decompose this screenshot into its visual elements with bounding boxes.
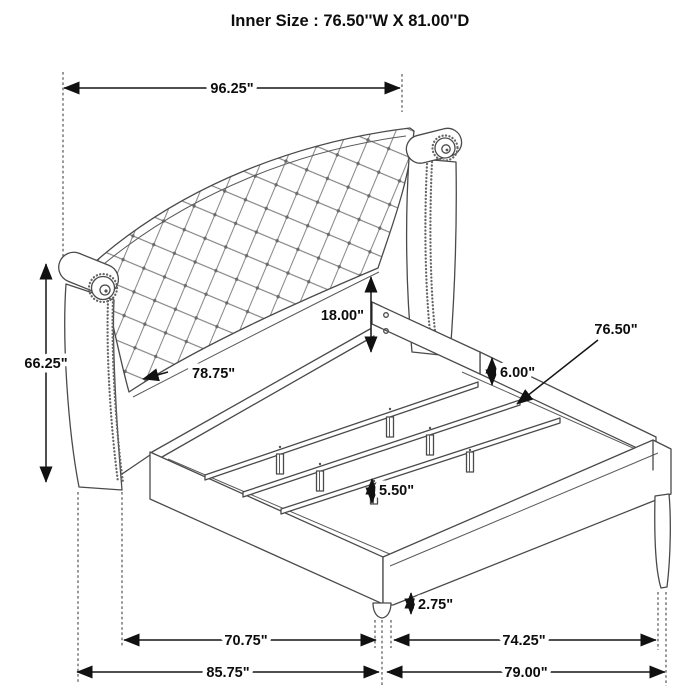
left-side-rail bbox=[150, 452, 383, 604]
dim-slat-length: 76.50" bbox=[594, 322, 638, 338]
front-corner-foot bbox=[373, 603, 391, 618]
dim-slat-leg-height: 5.50" bbox=[379, 483, 415, 499]
dim-overall-foot-width: 79.00" bbox=[504, 665, 548, 681]
page-title: Inner Size : 76.50''W X 81.00''D bbox=[230, 12, 470, 30]
headboard bbox=[40, 100, 465, 490]
dim-frame-foot-width: 74.25" bbox=[502, 633, 546, 649]
dim-overall-width: 96.25" bbox=[210, 81, 254, 97]
right-corner-foot bbox=[655, 494, 671, 588]
dim-frame-inner-length: 70.75" bbox=[224, 633, 268, 649]
right-scroll-icon bbox=[435, 138, 455, 158]
dim-headboard-panel: 78.75" bbox=[192, 366, 236, 382]
dim-foot-leg-height: 2.75" bbox=[418, 597, 454, 613]
dim-headboard-height: 66.25" bbox=[24, 356, 68, 372]
dim-rail-height: 6.00" bbox=[500, 365, 536, 381]
bed-frame bbox=[150, 302, 671, 618]
dim-headboard-clearance: 18.00" bbox=[320, 308, 364, 324]
left-scroll-icon bbox=[92, 277, 115, 300]
dim-overall-depth: 85.75" bbox=[206, 665, 250, 681]
